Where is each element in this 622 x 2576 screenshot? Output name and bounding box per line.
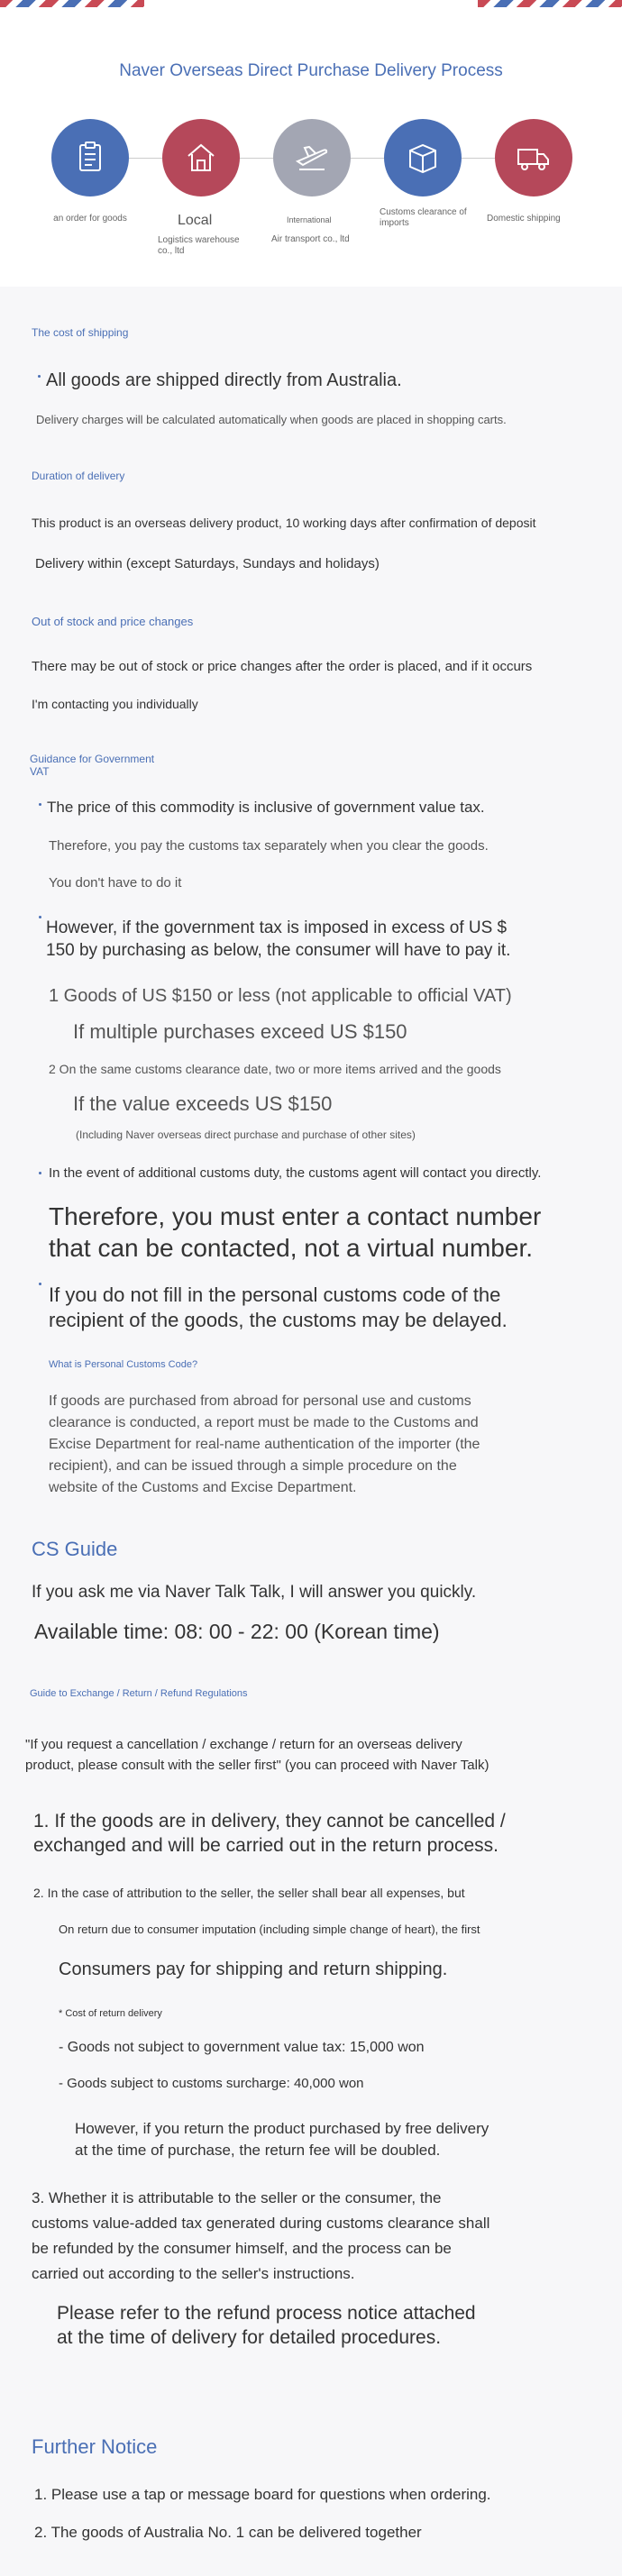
stock-line-1: There may be out of stock or price changes after the order is placed, and if it occurs bbox=[32, 659, 533, 674]
vat-customs-agent: In the event of additional customs duty, the customs agent will contact you directly. bbox=[49, 1165, 542, 1181]
vat-line-2: Therefore, you pay the customs tax separately when you clear the goods. bbox=[49, 838, 489, 854]
stock-line-2: I'm contacting you individually bbox=[32, 697, 198, 711]
step-order-label: an order for goods bbox=[53, 214, 127, 224]
exchange-item-2: 2. In the case of attribution to the seller, the seller shall bear all expenses, but bbox=[33, 1886, 465, 1900]
vat-contact-a: Therefore, you must enter a contact number bbox=[49, 1202, 542, 1230]
step-customs-circle bbox=[384, 119, 462, 196]
section-heading-stock: Out of stock and price changes bbox=[32, 615, 194, 628]
box-icon bbox=[403, 138, 443, 178]
content-area bbox=[0, 287, 622, 2576]
step-order-circle bbox=[51, 119, 129, 196]
exchange-item-1b: exchanged and will be carried out in the return process. bbox=[33, 1835, 499, 1856]
exchange-cost-1: - Goods not subject to government value tax: 15,000 won bbox=[59, 2040, 425, 2055]
step-customs-label: Customs clearance of imports bbox=[380, 207, 467, 228]
vat-what-is-code: What is Personal Customs Code? bbox=[49, 1359, 198, 1370]
clipboard-icon bbox=[70, 138, 110, 178]
vat-personal-b: recipient of the goods, the customs may be delayed. bbox=[49, 1309, 508, 1331]
section-heading-further: Further Notice bbox=[32, 2435, 158, 2458]
vat-desc-4: recipient), and can be issued through a simple procedure on the bbox=[49, 1458, 457, 1474]
exchange-free-a: However, if you return the product purchased by free delivery bbox=[75, 2120, 489, 2137]
bullet bbox=[38, 375, 41, 378]
process-banner bbox=[0, 0, 622, 287]
vat-line-1: The price of this commodity is inclusive of government value tax. bbox=[47, 799, 485, 816]
shipping-line-1: All goods are shipped directly from Australia. bbox=[46, 370, 402, 390]
vat-desc-1: If goods are purchased from abroad for personal use and customs bbox=[49, 1393, 471, 1409]
exchange-item-3a: 3. Whether it is attributable to the seller or the consumer, the bbox=[32, 2189, 442, 2206]
airmail-stripe-right bbox=[478, 0, 622, 7]
step-local-label: Local bbox=[178, 213, 213, 228]
vat-line-4b: 150 by purchasing as below, the consumer will have to pay it. bbox=[46, 941, 511, 960]
exchange-quote-a: "If you request a cancellation / exchange / return for an overseas delivery bbox=[25, 1737, 462, 1752]
vat-item-1b: If multiple purchases exceed US $150 bbox=[73, 1020, 407, 1043]
cs-line-1: If you ask me via Naver Talk Talk, I will answer you quickly. bbox=[32, 1583, 477, 1602]
vat-item-1: 1 Goods of US $150 or less (not applicable to official VAT) bbox=[49, 986, 512, 1006]
vat-personal-a: If you do not fill in the personal customs code of the bbox=[49, 1283, 501, 1306]
section-heading-shipping-cost: The cost of shipping bbox=[32, 326, 129, 339]
airmail-stripe-left bbox=[0, 0, 144, 7]
further-line-2: 2. The goods of Australia No. 1 can be delivered together bbox=[34, 2524, 422, 2541]
step-local-circle bbox=[162, 119, 240, 196]
exchange-refer-a: Please refer to the refund process notice attached bbox=[57, 2303, 476, 2324]
exchange-item-2c: Consumers pay for shipping and return shipping. bbox=[59, 1959, 448, 1979]
vat-contact-b: that can be contacted, not a virtual number. bbox=[49, 1234, 534, 1262]
bullet bbox=[39, 916, 41, 918]
exchange-free-b: at the time of purchase, the return fee will be doubled. bbox=[75, 2142, 441, 2159]
exchange-quote-b: product, please consult with the seller first" (you can proceed with Naver Talk) bbox=[25, 1758, 489, 1773]
connector-line bbox=[462, 158, 495, 159]
shipping-line-2: Delivery charges will be calculated automatically when goods are placed in shopping carts. bbox=[36, 413, 507, 426]
process-title: Naver Overseas Direct Purchase Delivery Process bbox=[119, 61, 503, 80]
bullet bbox=[39, 803, 41, 806]
step-international-label: International bbox=[287, 215, 332, 224]
vat-item-2: 2 On the same customs clearance date, two or more items arrived and the goods bbox=[49, 1062, 501, 1076]
vat-desc-5: website of the Customs and Excise Department. bbox=[49, 1480, 357, 1495]
warehouse-icon bbox=[181, 138, 221, 178]
exchange-refer-b: at the time of delivery for detailed procedures. bbox=[57, 2327, 442, 2348]
airplane-icon bbox=[292, 138, 332, 178]
vat-desc-2: clearance is conducted, a report must be made to the Customs and bbox=[49, 1415, 479, 1430]
further-line-1: 1. Please use a tap or message board for questions when ordering. bbox=[34, 2486, 491, 2503]
section-heading-vat: Guidance for Government VAT bbox=[30, 753, 155, 778]
exchange-cost-2: - Goods subject to customs surcharge: 40,000 won bbox=[59, 2076, 364, 2091]
vat-item-2c: (Including Naver overseas direct purchase and purchase of other sites) bbox=[76, 1128, 416, 1141]
bullet bbox=[39, 1172, 41, 1174]
duration-line-1: This product is an overseas delivery product, 10 working days after confirmation of deposit bbox=[32, 516, 536, 530]
exchange-item-3b: customs value-added tax generated during customs clearance shall bbox=[32, 2215, 490, 2232]
vat-line-4a: However, if the government tax is imposed in excess of US $ bbox=[46, 918, 508, 937]
exchange-item-1a: 1. If the goods are in delivery, they cannot be cancelled / bbox=[33, 1811, 506, 1832]
step-domestic-label: Domestic shipping bbox=[487, 214, 561, 224]
step-local-sublabel: Logistics warehouse co., ltd bbox=[158, 235, 240, 256]
vat-line-3: You don't have to do it bbox=[49, 875, 182, 891]
connector-line bbox=[240, 158, 273, 159]
cs-line-2: Available time: 08: 00 - 22: 00 (Korean time) bbox=[34, 1620, 440, 1643]
step-domestic-circle bbox=[495, 119, 572, 196]
section-heading-duration: Duration of delivery bbox=[32, 470, 125, 482]
duration-line-2: Delivery within (except Saturdays, Sundays and holidays) bbox=[35, 556, 380, 571]
connector-line bbox=[129, 158, 162, 159]
step-international-circle bbox=[273, 119, 351, 196]
truck-icon bbox=[514, 138, 553, 178]
exchange-item-2b: On return due to consumer imputation (including simple change of heart), the first bbox=[59, 1923, 480, 1936]
exchange-cost-label: * Cost of return delivery bbox=[59, 2008, 162, 2019]
bullet bbox=[39, 1283, 41, 1285]
section-heading-exchange: Guide to Exchange / Return / Refund Regulations bbox=[30, 1688, 248, 1699]
vat-desc-3: Excise Department for real-name authentication of the importer (the bbox=[49, 1437, 480, 1452]
exchange-item-3c: be refunded by the consumer himself, and the process can be bbox=[32, 2240, 452, 2257]
step-international-sublabel: Air transport co., ltd bbox=[271, 234, 350, 244]
section-heading-cs: CS Guide bbox=[32, 1538, 118, 1560]
connector-line bbox=[351, 158, 384, 159]
exchange-item-3d: carried out according to the seller's instructions. bbox=[32, 2265, 355, 2282]
vat-item-2b: If the value exceeds US $150 bbox=[73, 1092, 333, 1115]
